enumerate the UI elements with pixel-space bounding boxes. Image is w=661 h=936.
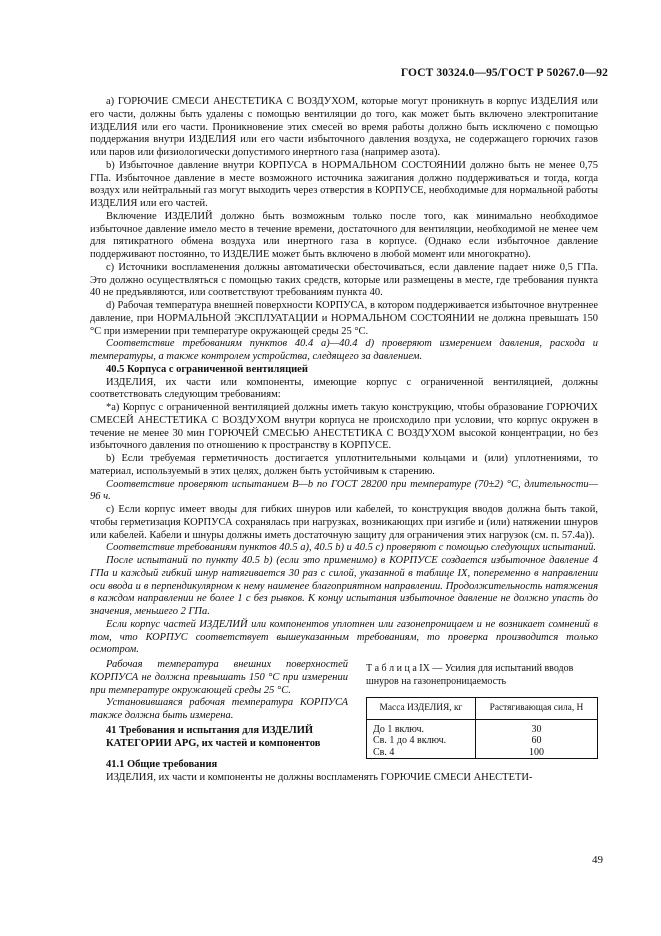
para-40-4-c: c) Источники воспламенения должны автоматически обесточиваться, если давление падает ниже 0,5 ГПа. Это должно осуществляться с помощью таких средств, которые или размещены в месте, где требования пункта 40 не предъявляются, или соответствуют требованиям пункта 40. [90,261,598,299]
inspection-note: Если корпус частей ИЗДЕЛИЙ или компонентов уплотнен или газонепроницаем и не возникает сомнений в том, что КОРПУС соответствует вышеуказанным требованиям, то проверка производится только осмотром. [90,618,598,656]
page-header: ГОСТ 30324.0—95/ГОСТ Р 50267.0—92 [400,67,608,79]
two-column-block [90,659,598,759]
table-caption [366,663,598,688]
para-switch-on: Включение ИЗДЕЛИЙ должно быть возможным только после того, как минимально необходимое избыточное давление имело место в течение времени, достаточного для вентиляции, необходимой не менее чем для пятикратного обмена воздуха или инертного газа в корпусе. (Однако если избыточное давление поддерживают постоянно, то ИЗДЕЛИЕ может быть включено в любой момент или многократно). [90,210,598,260]
table-row [367,747,598,759]
table-row [367,735,598,747]
table-cell-mass: Св. 4 [367,747,476,759]
table-header-mass: Масса ИЗДЕЛИЯ, кг [367,698,476,720]
table-cell-force: 30 [475,719,597,735]
page-number: 49 [592,854,603,866]
temperature-note: Рабочая температура внешних поверхностей КОРПУСА не должна превышать 150 °С при измерении при температуре окружающей среды 25 °С. [90,659,348,696]
compliance-note-40-5: Соответствие требованиям пунктов 40.5 а), 40.5 b) и 40.5 с) проверяют с помощью следующих испытаний. [106,542,597,554]
section-heading-41 [90,725,348,751]
force-table [366,697,598,759]
para-40-5-b: b) Если требуемая герметичность достигается уплотнительными кольцами и (или) уплотнениями, то материал, используемый в этих целях, должен быть устойчивым к старению. [90,453,598,477]
table-caption-label: Т а б л и ц а IX [366,663,430,674]
table-header-force: Растягивающая сила, Н [475,698,597,720]
steady-temperature-note: Установившаяся рабочая температура КОРПУСА также должна быть измерена. [90,697,348,721]
para-40-5-c: c) Если корпус имеет вводы для гибких шнуров или кабелей, то конструкция вводов должна быть такой, чтобы герметизация КОРПУСА сохранялась при нагрузках, возникающих при изгибе и (или) натяжении шнуров или кабелей. Кабели и шнуры должны иметь достаточную защиту для ограничения этих нагрузок (см. п. 57.4а)). [90,504,598,541]
para-41-1: ИЗДЕЛИЯ, их части и компоненты не должны воспламенять ГОРЮЧИЕ СМЕСИ АНЕСТЕТИ- [106,772,533,783]
section-heading-41-line1: 41 Требования и испытания для ИЗДЕЛИЙ [106,724,314,736]
section-heading-41-line2: КАТЕГОРИИ APG, их частей и компонентов [106,737,321,749]
para-40-4-a: a) ГОРЮЧИЕ СМЕСИ АНЕСТЕТИКА С ВОЗДУХОМ, которые могут проникнуть в корпус ИЗДЕЛИЯ или его части, должны быть удалены с помощью вентиляции до того, как может быть включено электропитание ИЗДЕЛИЯ или его части. Проникновение этих смесей во время работы должно быть исключено с помощью поддержания внутри ИЗДЕЛИЯ или его части избыточного давления воздуха, не содержащего горючих газов или паров или физиологически допустимого инертного газа (например азота). [90,96,598,158]
table-cell-force: 60 [475,735,597,747]
para-40-4-b: b) Избыточное давление внутри КОРПУСА в НОРМАЛЬНОМ СОСТОЯНИИ должно быть не менее 0,75 ГПа. Избыточное давление в месте возможного источника зажигания должно поддерживаться и тогда, когда воздух или нейтральный газ могут выходить через отверстия в КОРПУСЕ, необходимые для нормальной работы ИЗДЕЛИЯ или его частей. [90,159,598,209]
left-column [90,659,348,759]
table-cell-mass: Св. 1 до 4 включ. [367,735,476,747]
table-cell-mass: До 1 включ. [367,719,476,735]
table-caption-text: — Усилия для испытаний вводов шнуров на газонепроницаемость [366,663,574,687]
para-40-5-intro: ИЗДЕЛИЯ, их части или компоненты, имеющие корпус с ограниченной вентиляцией, должны соответствовать следующим требованиям: [90,376,598,401]
para-40-5-a: *a) Корпус с ограниченной вентиляцией должны иметь такую конструкцию, чтобы образование ГОРЮЧИХ СМЕСЕЙ АНЕСТЕТИКА С ВОЗДУХОМ внутри корпуса не происходило при условии, что корпус окружен в течение не менее 30 мин ГОРЮЧЕЙ СМЕСЬЮ АНЕСТЕТИКА С ВОЗДУХОМ высокой концентрации, но без избыточного давления по отношению к пространству в КОРПУСЕ. [90,402,598,452]
table-row [367,719,598,735]
compliance-note-aging: Соответствие проверяют испытанием B—b по ГОСТ 28200 при температуре (70±2) °С, длительности— 96 ч. [90,478,598,503]
test-procedure: После испытаний по пункту 40.5 b) (если это применимо) в КОРПУСЕ создается избыточное давление 4 ГПа и каждый гибкий шнур натягивается 30 раз с силой, указанной в таблице IX, попеременно в направлении оси ввода и в перпендикулярном к нему наименее благоприятном направлении. Продолжительность натяжения в каждом направлении не более 1 с без рывков. К концу испытания избыточное давление не должно упасть до значения, меньшего 2 ГПа. [90,555,598,617]
table-block [366,659,598,759]
section-heading-41-1: 41.1 Общие требования [106,759,218,771]
compliance-note-40-4: Соответствие требованиям пунктов 40.4 а)—40.4 d) проверяют измерением давления, расхода и температуры, а также контролем устройства, следящего за давлением. [90,338,598,362]
para-40-4-d: d) Рабочая температура внешней поверхности КОРПУСА, в котором поддерживается избыточное внутреннее давление, при НОРМАЛЬНОЙ ЭКСПЛУАТАЦИИ и НОРМАЛЬНОМ СОСТОЯНИИ не должна превышать 150 °С при измерении при температуре окружающей среды 25 °С. [90,300,598,337]
document-body [90,96,598,785]
table-cell-force: 100 [475,747,597,759]
section-heading-40-5: 40.5 Корпуса с ограниченной вентиляцией [106,363,308,375]
